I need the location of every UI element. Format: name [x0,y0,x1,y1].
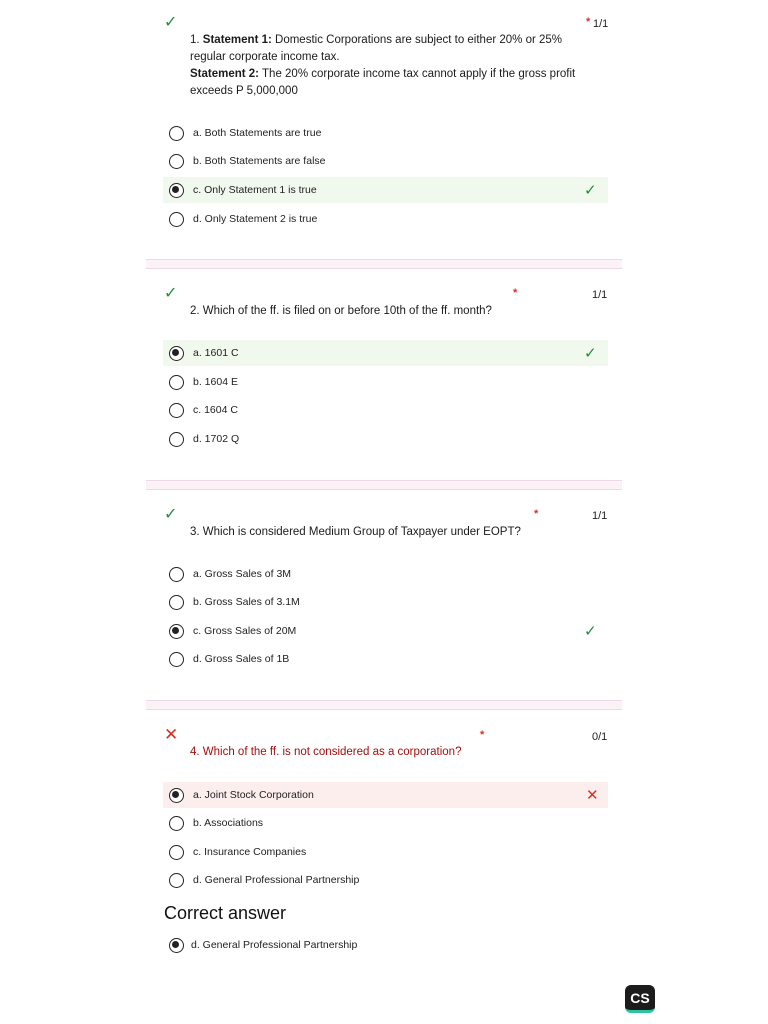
option-c-selected[interactable] [163,177,608,203]
option-label: d. General Professional Partnership [193,874,360,886]
radio-button-selected[interactable] [169,183,184,198]
statement-2-label: Statement 2: [190,68,260,80]
incorrect-x-icon: ✕ [164,725,179,744]
radio-button[interactable] [169,873,184,888]
option-d[interactable] [163,646,608,672]
radio-button[interactable] [169,212,184,227]
section-divider [146,700,622,710]
question-text: 3. Which is considered Medium Group of Taxpayer under EOPT? [190,526,521,538]
camscanner-logo-icon: CS [625,985,655,1013]
option-label: a. Gross Sales of 3M [193,568,292,580]
question-text: 4. Which of the ff. is not considered as a corporation? [190,746,462,758]
radio-button[interactable] [169,652,184,667]
required-asterisk: * [480,729,485,741]
correct-check-icon: ✓ [584,182,597,199]
question-score: 1/1 [592,289,608,301]
option-label: a. 1601 C [193,347,239,359]
required-asterisk: * [534,508,539,520]
option-b[interactable] [163,369,608,395]
correct-check-icon: ✓ [164,506,178,523]
question-score: 0/1 [592,731,608,743]
option-a[interactable] [163,561,608,587]
option-b[interactable] [163,589,608,615]
statement-2-text: The 20% corporate income tax cannot apply if the gross profit exceeds P 5,000,000 [190,68,576,97]
question-text [190,32,590,100]
section-divider [146,259,622,269]
option-a-selected[interactable] [163,340,608,366]
radio-button-selected[interactable] [169,624,184,639]
radio-button[interactable] [169,403,184,418]
correct-answer-heading: Correct answer [164,903,287,923]
option-label: b. Associations [193,817,264,829]
question-score: 1/1 [593,18,609,30]
correct-check-icon: ✓ [164,14,178,31]
incorrect-x-icon: ✕ [586,787,599,804]
radio-button-selected[interactable] [169,346,184,361]
question-score: 1/1 [592,510,608,522]
radio-button[interactable] [169,432,184,447]
correct-check-icon: ✓ [164,285,178,302]
radio-button[interactable] [169,595,184,610]
option-label: b. 1604 E [193,376,238,388]
option-d[interactable] [163,206,608,232]
option-c[interactable] [163,397,608,423]
option-label: d. 1702 Q [193,433,240,445]
radio-button[interactable] [169,154,184,169]
correct-check-icon: ✓ [584,623,597,640]
option-label: d. Gross Sales of 1B [193,653,290,665]
option-label: c. Gross Sales of 20M [193,625,297,637]
option-b[interactable] [163,810,608,836]
correct-answer-option [163,932,608,958]
option-d[interactable] [163,867,608,893]
option-c[interactable] [163,839,608,865]
option-label: d. Only Statement 2 is true [193,213,318,225]
radio-button-selected [169,938,184,953]
question-number: 1. [190,34,200,46]
statement-1-text: Domestic Corporations are subject to either 20% or 25% regular corporate income tax. [190,34,563,63]
option-label: b. Gross Sales of 3.1M [193,596,300,608]
correct-answer-label: d. General Professional Partnership [191,939,358,951]
option-label: b. Both Statements are false [193,155,326,167]
radio-button[interactable] [169,567,184,582]
option-label: c. Insurance Companies [193,846,307,858]
option-label: c. 1604 C [193,404,238,416]
option-label: a. Joint Stock Corporation [193,789,314,801]
radio-button[interactable] [169,816,184,831]
radio-button-selected[interactable] [169,788,184,803]
correct-check-icon: ✓ [584,345,597,362]
section-divider [146,480,622,490]
radio-button[interactable] [169,126,184,141]
option-label: a. Both Statements are true [193,127,322,139]
option-d[interactable] [163,426,608,452]
option-a[interactable] [163,120,608,146]
radio-button[interactable] [169,375,184,390]
option-c-selected[interactable] [163,618,608,644]
question-text: 2. Which of the ff. is filed on or before 10th of the ff. month? [190,305,492,317]
option-b[interactable] [163,148,608,174]
required-asterisk: * [513,287,518,299]
option-label: c. Only Statement 1 is true [193,184,317,196]
required-asterisk: * [586,16,591,28]
radio-button[interactable] [169,845,184,860]
statement-1-label: Statement 1: [202,34,272,46]
option-a-selected[interactable] [163,782,608,808]
